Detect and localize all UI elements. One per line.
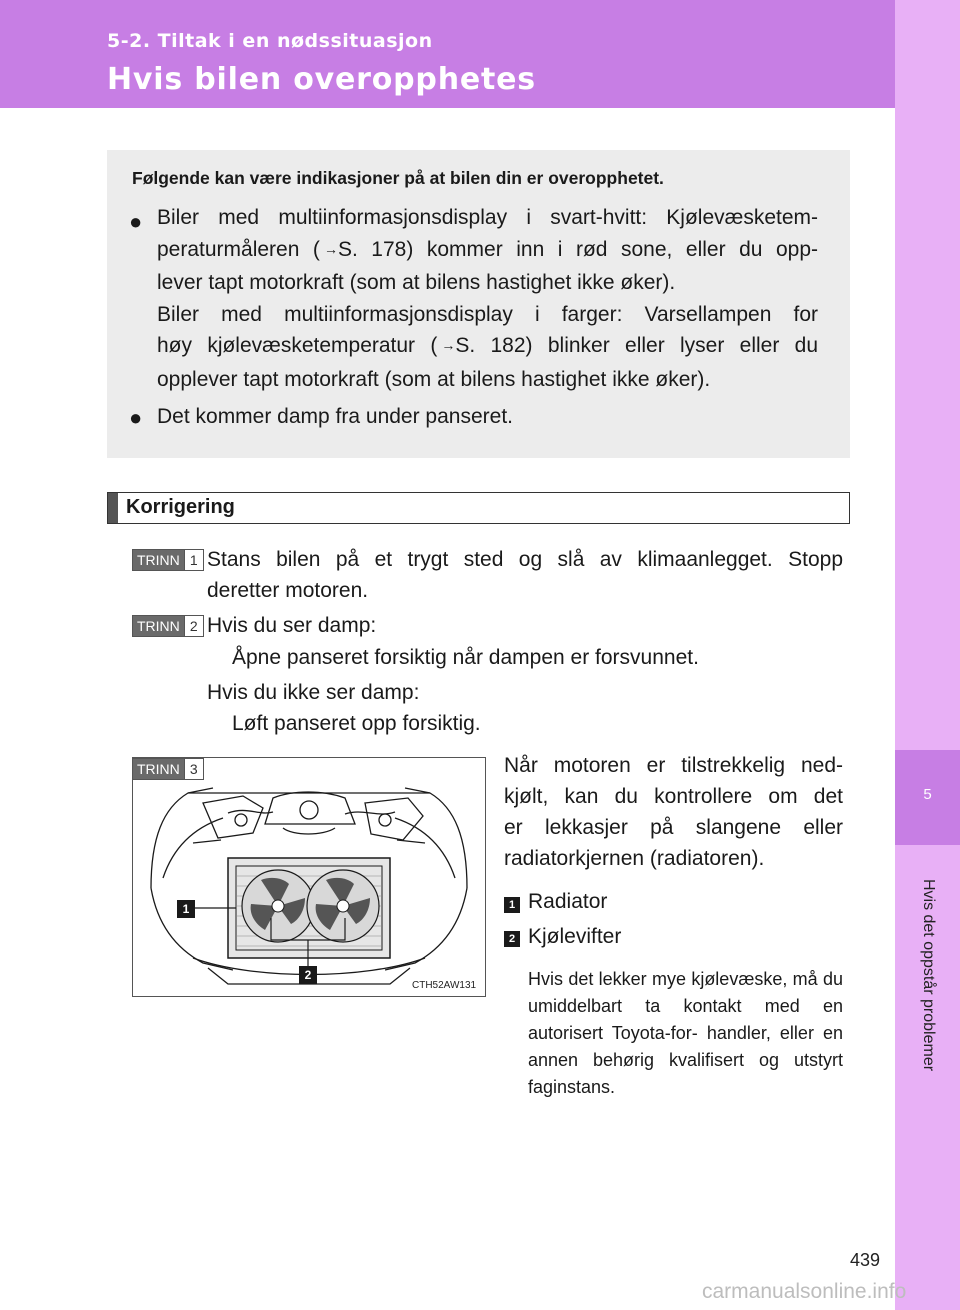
bullet-1-line-5b: S. 182) blinker eller lyser eller du bbox=[455, 334, 818, 357]
bullet-icon: ● bbox=[129, 209, 143, 234]
step-1-line-2: deretter motoren. bbox=[207, 579, 369, 602]
step-1-text bbox=[207, 544, 843, 606]
chapter-number: 5 bbox=[923, 786, 932, 803]
step-1-line-1: Stans bilen på et trygt sted og slå av klimaanlegget. Stopp bbox=[207, 548, 843, 571]
step-number: 3 bbox=[184, 759, 203, 779]
bullet-1-line-2a: peraturmåleren ( bbox=[157, 237, 320, 261]
arrow-right-icon: → bbox=[441, 337, 456, 353]
page-number: 439 bbox=[850, 1250, 881, 1270]
step-label: TRINN bbox=[133, 616, 184, 636]
bullet-1-line-5 bbox=[157, 330, 818, 364]
bullet-1-line-4: Biler med multiinformasjonsdisplay i farger: Varsellampen for bbox=[157, 302, 818, 326]
bullet-1-line-2 bbox=[157, 234, 818, 268]
bullet-1-line-3: lever tapt motorkraft (som at bilens hastighet ikke øker). bbox=[157, 271, 676, 294]
step-3-text bbox=[504, 750, 843, 874]
chapter-title: Hvis det oppstår problemer bbox=[920, 878, 937, 1072]
info-intro: Følgende kan være indikasjoner på at bilen din er overopphetet. bbox=[132, 168, 664, 188]
step-2-case-2: Hvis du ikke ser damp: bbox=[207, 681, 420, 704]
step-2-badge bbox=[132, 615, 204, 637]
step-number: 2 bbox=[184, 616, 203, 636]
coolant-leak-note: Hvis det lekker mye kjølevæske, må du umiddelbart ta kontakt med en autorisert Toyota-for- handler, eller en annen behørig kvalifisert og utstyrt faginstans. bbox=[528, 969, 843, 1097]
callout-2: 2 bbox=[299, 966, 317, 984]
step-number: 1 bbox=[184, 550, 203, 570]
step-2-case-1: Hvis du ser damp: bbox=[207, 614, 377, 637]
step-label: TRINN bbox=[133, 759, 184, 779]
callout-1: 1 bbox=[177, 900, 195, 918]
legend-number-2: 2 bbox=[504, 931, 520, 947]
engine-bay-drawing bbox=[133, 758, 485, 996]
legend-label-2: Kjølevifter bbox=[528, 925, 622, 948]
section-title: Korrigering bbox=[126, 496, 235, 518]
step-3-badge bbox=[132, 758, 204, 780]
step-label: TRINN bbox=[133, 550, 184, 570]
section-accent bbox=[108, 493, 118, 523]
step-3-line-2: kjølt, kan du kontrollere om det bbox=[504, 785, 843, 808]
bullet-1-line-1: Biler med multiinformasjonsdisplay i svart-hvitt: Kjølevæsketem- bbox=[157, 206, 818, 229]
step-3-line-3: er lekkasjer på slangene eller bbox=[504, 816, 843, 839]
bullet-1-line-6: opplever tapt motorkraft (som at bilens hastighet ikke øker). bbox=[157, 367, 711, 391]
legend-number-1: 1 bbox=[504, 897, 520, 913]
bullet-2-text: Det kommer damp fra under panseret. bbox=[157, 405, 513, 428]
legend-label-1: Radiator bbox=[528, 890, 608, 913]
side-strip bbox=[895, 0, 960, 1310]
step-2-case-2-action: Løft panseret opp forsiktig. bbox=[232, 712, 481, 735]
section-header bbox=[107, 492, 850, 524]
section-label: 5-2. Tiltak i en nødssituasjon bbox=[107, 30, 433, 52]
step-3-line-4: radiatorkjernen (radiatoren). bbox=[504, 847, 765, 870]
bullet-1-line-2b: S. 178) kommer inn i rød sone, eller du opp- bbox=[337, 237, 819, 261]
arrow-right-icon: → bbox=[323, 240, 338, 257]
engine-bay-illustration bbox=[132, 757, 486, 997]
page-title: Hvis bilen overopphetes bbox=[107, 62, 536, 97]
bullet-icon: ● bbox=[129, 405, 143, 430]
bullet-1-text bbox=[157, 202, 818, 395]
bullet-1-line-5a: høy kjølevæsketemperatur ( bbox=[157, 334, 438, 357]
step-3-line-1: Når motoren er tilstrekkelig ned- bbox=[504, 754, 843, 777]
figure-code: CTH52AW131 bbox=[412, 980, 477, 991]
step-1-badge bbox=[132, 549, 204, 571]
watermark: carmanualsonline.info bbox=[702, 1280, 907, 1303]
step-2-case-1-action: Åpne panseret forsiktig når dampen er forsvunnet. bbox=[232, 646, 699, 669]
